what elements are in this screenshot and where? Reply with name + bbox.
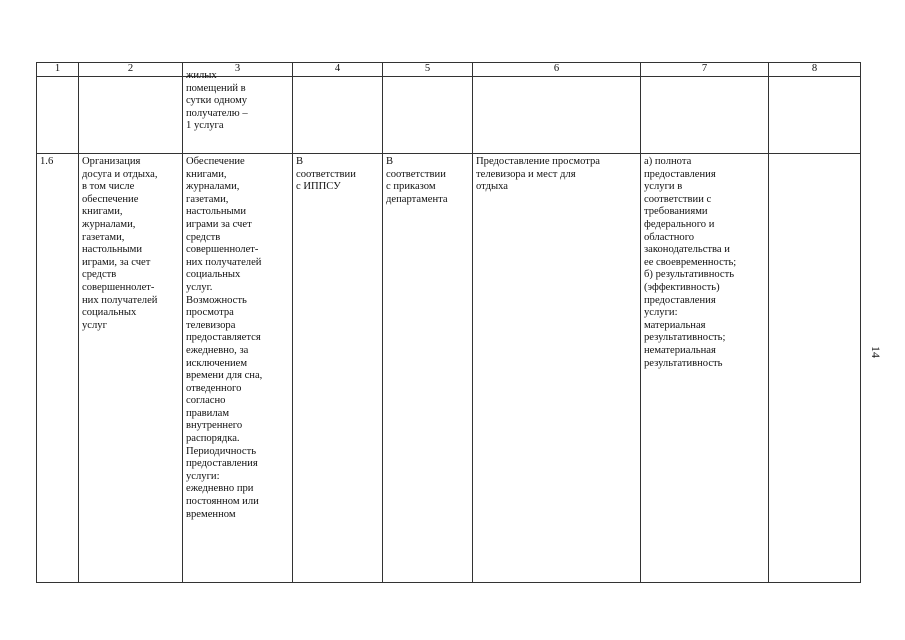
table-cell bbox=[183, 70, 293, 154]
cell-text: Организация досуга и отдыха, в том числе обеспечение книгами, журналами, газетами, настольными играми, за счет средств совершеннолет- них получателей социальных услуг bbox=[82, 156, 158, 331]
column-header-7: 7 bbox=[641, 63, 769, 77]
table-cell bbox=[79, 77, 183, 154]
cell-text: а) полнота предоставления услуги в соответствии с требованиями федерального и областного законодательства и ее своевременность; б) результативность (эффективность) предоставления услуги: материальная результативность; нематериальная результативность bbox=[644, 156, 737, 369]
cell-text: В соответствии с ИППСУ bbox=[296, 156, 356, 193]
cell-text: В соответствии с приказом департамента bbox=[386, 156, 448, 205]
column-number-row bbox=[37, 63, 861, 77]
column-header-4: 4 bbox=[293, 63, 383, 77]
table-cell bbox=[293, 77, 383, 154]
table-cell-conditions bbox=[473, 154, 641, 583]
cell-text: Предоставление просмотра телевизора и мест для отдыха bbox=[476, 156, 601, 193]
table-cell bbox=[37, 77, 79, 154]
table-cell-volume bbox=[293, 154, 383, 583]
column-header-1: 1 bbox=[37, 63, 79, 77]
table-cell-service-name bbox=[79, 154, 183, 583]
table-cell-deadline bbox=[383, 154, 473, 583]
cell-text: 1.6 bbox=[40, 156, 54, 167]
table-cell-item-number bbox=[37, 154, 79, 583]
table-row-continuation bbox=[37, 77, 861, 154]
column-header-8: 8 bbox=[769, 63, 861, 77]
table-cell bbox=[473, 77, 641, 154]
column-header-5: 5 bbox=[383, 63, 473, 77]
table-cell-quality-indicators bbox=[641, 154, 769, 583]
column-header-2: 2 bbox=[79, 63, 183, 77]
table-cell bbox=[769, 154, 861, 583]
table-cell-service-description bbox=[183, 154, 293, 583]
table-cell bbox=[641, 77, 769, 154]
table-cell bbox=[769, 77, 861, 154]
cell-text: Обеспечение книгами, журналами, газетами, настольными играми за счет средств совершеннолет- них получателей социальных услуг. Возможность просмотра телевизора предоставляется ежедневно, за исключением времени для сна, отведенного согласно правилам внутреннего распорядка. Периодичность предоставления услуги: ежедневно при постоянном или временном bbox=[186, 156, 263, 520]
services-table bbox=[36, 62, 861, 583]
column-header-3: 3 bbox=[183, 63, 293, 77]
column-header-6: 6 bbox=[473, 63, 641, 77]
table-cell bbox=[383, 77, 473, 154]
cell-text: жилых помещений в сутки одному получателю – 1 услуга bbox=[186, 70, 248, 132]
table-row-1-6 bbox=[37, 154, 861, 583]
page-number: 14 bbox=[869, 346, 883, 358]
